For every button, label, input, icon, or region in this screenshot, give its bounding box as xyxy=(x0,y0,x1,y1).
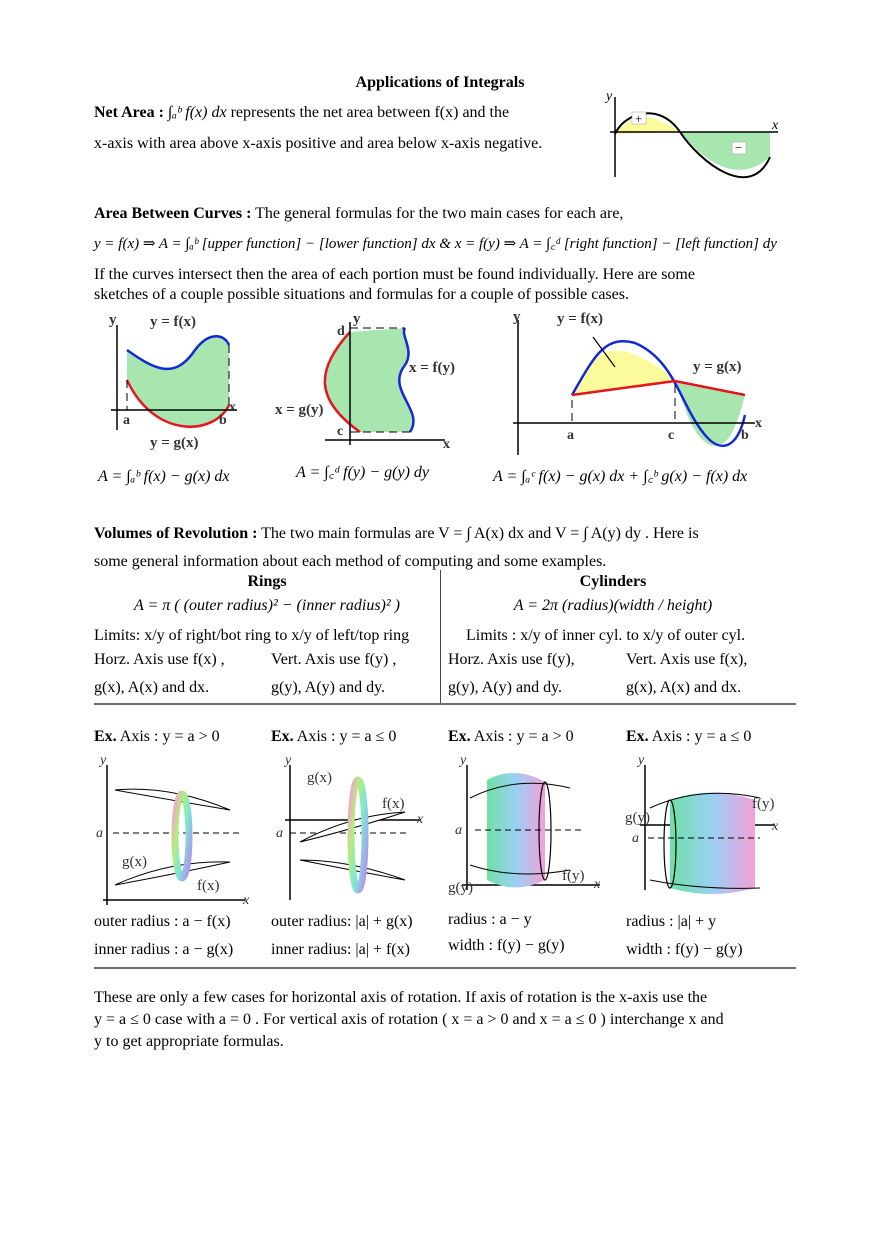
fig1-x-label: x xyxy=(229,400,236,415)
ex4-a-label: a xyxy=(632,831,639,846)
cylinders-horz2: g(y), A(y) and dy. xyxy=(448,679,563,696)
ex2-heading: Ex. Axis : y = a ≤ 0 xyxy=(271,728,397,745)
net-area-line2: x-axis with area above x-axis positive and area below x-axis negative. xyxy=(94,135,543,152)
ex3-g-label: g(y) xyxy=(448,880,473,896)
ex2-g-label: g(x) xyxy=(307,770,332,786)
between-intro: Area Between Curves : The general formulas for the two main cases for each are, xyxy=(94,205,624,222)
ex2-f-label: f(x) xyxy=(382,796,405,812)
fig2-d-label: d xyxy=(337,324,345,339)
ex1-line1: outer radius : a − f(x) xyxy=(94,913,231,930)
fig1-a-label: a xyxy=(123,413,130,428)
footer-line3: y to get appropriate formulas. xyxy=(94,1033,284,1050)
fig2-f-label: x = f(y) xyxy=(409,360,456,376)
rings-vert1: Vert. Axis use f(y) , xyxy=(271,651,397,668)
net-area-formula: ∫ₐᵇ f(x) dx xyxy=(167,104,227,121)
fig2-g-label: x = g(y) xyxy=(275,402,324,418)
rings-limits: Limits: x/y of right/bot ring to x/y of left/top ring xyxy=(94,627,410,644)
rings-horz1: Horz. Axis use f(x) , xyxy=(94,651,225,668)
ex3-a-label: a xyxy=(455,823,462,838)
fig1-b-label: b xyxy=(219,413,227,428)
footer-line1: These are only a few cases for horizontal axis of rotation. If axis of rotation is the x-axis use the xyxy=(94,989,708,1006)
between-para2: sketches of a couple possible situations and formulas for a couple of possible cases. xyxy=(94,286,629,303)
ex4-g-label: g(y) xyxy=(625,810,650,826)
ex3-f-label: f(y) xyxy=(562,868,585,884)
ex4-f-label: f(y) xyxy=(752,796,775,812)
ex4-heading: Ex. Axis : y = a ≤ 0 xyxy=(626,728,752,745)
net-area-line1: Net Area : ∫ₐᵇ f(x) dx represents the net area between f(x) and the xyxy=(94,104,510,121)
rings-horz2: g(x), A(x) and dx. xyxy=(94,679,210,696)
fig3-x-label: x xyxy=(755,416,762,431)
fig3-y-label: y xyxy=(513,309,521,325)
cylinders-heading: Cylinders xyxy=(579,573,647,590)
cylinders-horz1: Horz. Axis use f(y), xyxy=(448,651,575,668)
rings-formula: A = π ( (outer radius)² − (inner radius)² ) xyxy=(134,597,400,614)
fig2-x-label: x xyxy=(443,437,450,452)
fig2-formula: A = ∫꜀ᵈ f(y) − g(y) dy xyxy=(296,464,430,481)
ex2-figure xyxy=(276,753,424,900)
fig2-c-label: c xyxy=(337,424,344,439)
rings-heading: Rings xyxy=(247,573,287,590)
footer-line2: y = a ≤ 0 case with a = 0 . For vertical axis of rotation ( x = a > 0 and x = a ≤ 0 ) interchange x and xyxy=(94,1011,724,1028)
fig3-c-label: c xyxy=(668,428,675,443)
fig2-y-label: y xyxy=(353,311,361,327)
ex3-heading: Ex. Axis : y = a > 0 xyxy=(448,728,574,745)
net-area-x-label: x xyxy=(772,118,779,133)
ex3-x-label: x xyxy=(594,877,601,892)
ex4-figure xyxy=(625,753,779,894)
ex1-figure xyxy=(96,753,250,908)
ex2-y-label: y xyxy=(285,753,292,768)
net-area-plus: + xyxy=(635,111,643,126)
ex2-a-label: a xyxy=(276,826,283,841)
volumes-intro2: some general information about each method of computing and some examples. xyxy=(94,553,607,570)
ex4-x-label: x xyxy=(772,819,779,834)
volumes-intro: Volumes of Revolution : The two main formulas are V = ∫ A(x) dx and V = ∫ A(y) dy . Here is xyxy=(94,525,699,542)
ex1-a-label: a xyxy=(96,826,103,841)
fig3-a-label: a xyxy=(567,428,574,443)
ex3-figure xyxy=(448,753,601,896)
fig3-f-label: y = f(x) xyxy=(557,311,604,327)
cylinders-limits: Limits : x/y of inner cyl. to x/y of outer cyl. xyxy=(466,627,746,644)
fig1-formula: A = ∫ₐᵇ f(x) − g(x) dx xyxy=(98,468,230,485)
ex1-x-label: x xyxy=(243,893,250,908)
between-formula: y = f(x) ⇒ A = ∫ₐᵇ [upper function] − [lower function] dx & x = f(y) ⇒ A = ∫꜀ᵈ [right function] − [left function] dy xyxy=(94,236,777,252)
net-area-y-label: y xyxy=(606,89,613,104)
net-area-minus: − xyxy=(735,140,743,155)
ex3-y-label: y xyxy=(460,753,467,768)
between-para1: If the curves intersect then the area of each portion must be found individually. Here are some xyxy=(94,266,695,283)
cylinders-vert2: g(x), A(x) and dx. xyxy=(626,679,742,696)
fig1-y-label: y xyxy=(109,312,117,328)
ex1-heading: Ex. Axis : y = a > 0 xyxy=(94,728,220,745)
ex2-line1: outer radius: |a| + g(x) xyxy=(271,913,413,930)
fig1-g-label: y = g(x) xyxy=(150,435,199,451)
ex3-line1: radius : a − y xyxy=(448,911,532,928)
cylinders-vert1: Vert. Axis use f(x), xyxy=(626,651,748,668)
ex2-line2: inner radius: |a| + f(x) xyxy=(271,941,410,958)
ex1-y-label: y xyxy=(100,753,107,768)
section-rule-2 xyxy=(94,967,796,969)
ex1-line2: inner radius : a − g(x) xyxy=(94,941,234,958)
ex4-y-label: y xyxy=(638,753,645,768)
ex4-line2: width : f(y) − g(y) xyxy=(626,941,743,958)
fig1-f-label: y = f(x) xyxy=(150,314,197,330)
ex2-x-label: x xyxy=(417,812,424,827)
ex1-f-label: f(x) xyxy=(197,878,220,894)
ex1-g-label: g(x) xyxy=(122,854,147,870)
fig3-formula: A = ∫ₐᶜ f(x) − g(x) dx + ∫꜀ᵇ g(x) − f(x) dx xyxy=(493,468,748,485)
fig3-b-label: b xyxy=(741,428,749,443)
ex4-line1: radius : |a| + y xyxy=(626,913,717,930)
fig3-g-label: y = g(x) xyxy=(693,359,742,375)
cylinders-formula: A = 2π (radius)(width / height) xyxy=(513,597,713,614)
page-title: Applications of Integrals xyxy=(355,74,525,91)
ex3-line2: width : f(y) − g(y) xyxy=(448,937,565,954)
rings-vert2: g(y), A(y) and dy. xyxy=(271,679,386,696)
